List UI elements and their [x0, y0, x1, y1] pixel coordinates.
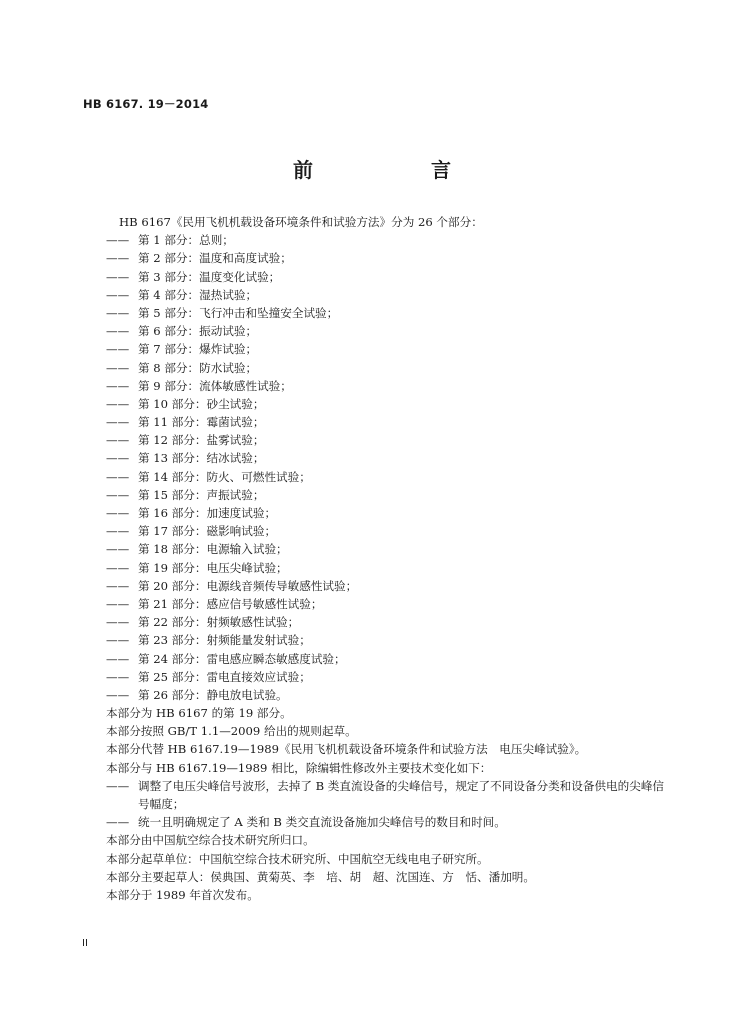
part-item-text: 第 4 部分：湿热试验； — [138, 287, 258, 302]
part-item — [106, 668, 666, 686]
list-dash: —— — [106, 651, 130, 666]
this-part-paragraph: 本部分为 HB 6167 的第 19 部分。 — [106, 706, 292, 721]
part-item-text: 第 3 部分：温度变化试验； — [138, 269, 281, 284]
list-dash: —— — [106, 615, 130, 630]
replaces-paragraph: 本部分代替 HB 6167.19—1989《民用飞机机载设备环境条件和试验方法 电压尖峰试验》。 — [106, 742, 587, 757]
part-item-text: 第 14 部分：防火、可燃性试验； — [138, 469, 311, 484]
list-dash: —— — [106, 451, 130, 466]
part-item — [106, 631, 666, 649]
list-dash: —— — [106, 433, 130, 448]
list-dash: —— — [106, 342, 130, 357]
part-item — [106, 268, 666, 286]
list-dash: —— — [106, 506, 130, 520]
part-item — [106, 395, 666, 413]
list-dash: —— — [106, 560, 130, 575]
list-dash: —— — [106, 542, 130, 557]
part-item — [106, 540, 666, 558]
foreword-body — [106, 213, 666, 904]
change-item-text: 统一且明确规定了 A 类和 B 类交直流设备施加尖峰信号的数目和时间。 — [138, 815, 506, 830]
changes-list — [106, 777, 666, 832]
part-item — [106, 431, 666, 449]
part-item-text: 第 10 部分：砂尘试验； — [138, 396, 265, 411]
drafters-paragraph: 本部分主要起草人：侯典国、黄菊英、李 培、胡 超、沈国连、方 恬、潘加明。 — [106, 869, 535, 884]
list-dash: —— — [106, 633, 130, 648]
list-dash: —— — [106, 233, 130, 248]
part-item-text: 第 12 部分：盐雾试验； — [138, 433, 265, 448]
list-dash: —— — [106, 287, 130, 302]
part-item — [106, 650, 666, 668]
part-item-text: 第 18 部分：电源输入试验； — [138, 542, 288, 557]
list-dash: —— — [106, 669, 130, 684]
part-item — [106, 413, 666, 431]
list-dash: —— — [106, 487, 130, 502]
drafting-rules-paragraph: 本部分按照 GB/T 1.1—2009 给出的规则起草。 — [106, 724, 357, 739]
list-dash: —— — [106, 324, 130, 339]
list-dash: —— — [106, 396, 130, 411]
part-item-text: 第 13 部分：结冰试验； — [138, 451, 265, 466]
part-item — [106, 559, 666, 577]
change-item-text: 调整了电压尖峰信号波形，去掉了 B 类直流设备的尖峰信号，规定了不同设备分类和设备供电的尖峰信号幅度； — [138, 778, 665, 812]
part-item — [106, 686, 666, 704]
part-item-text: 第 15 部分：声振试验； — [138, 487, 265, 502]
list-dash: —— — [106, 596, 130, 611]
parts-list — [106, 231, 666, 704]
part-item-text: 第 24 部分：雷电感应瞬态敏感度试验； — [138, 651, 346, 666]
part-item — [106, 486, 666, 504]
part-item-text: 第 19 部分：电压尖峰试验； — [138, 560, 288, 575]
part-item-text: 第 26 部分：静电放电试验。 — [138, 687, 288, 702]
part-item-text: 第 7 部分：爆炸试验； — [138, 342, 258, 357]
standard-code: HB 6167. 19－2014 — [83, 97, 209, 111]
part-item — [106, 231, 666, 249]
responsible-paragraph: 本部分由中国航空综合技术研究所归口。 — [106, 833, 315, 848]
part-item-text: 第 1 部分：总则； — [138, 233, 234, 248]
part-item — [106, 449, 666, 467]
list-dash: —— — [106, 269, 130, 284]
list-dash: —— — [106, 469, 130, 484]
change-item — [106, 777, 666, 813]
intro-paragraph: HB 6167《民用飞机机载设备环境条件和试验方法》分为 26 个部分： — [119, 215, 483, 229]
list-dash: —— — [106, 524, 130, 539]
list-dash: —— — [106, 360, 130, 375]
part-item-text: 第 9 部分：流体敏感性试验； — [138, 378, 292, 393]
part-item — [106, 322, 666, 340]
list-dash: —— — [106, 305, 130, 320]
first-issue-paragraph: 本部分于 1989 年首次发布。 — [106, 887, 259, 902]
part-item — [106, 522, 666, 540]
list-dash: —— — [106, 778, 130, 793]
part-item — [106, 340, 666, 358]
part-item-text: 第 11 部分：霉菌试验； — [138, 415, 265, 430]
part-item — [106, 504, 666, 522]
part-item-text: 第 8 部分：防水试验； — [138, 360, 258, 375]
part-item — [106, 304, 666, 322]
list-dash: —— — [106, 415, 130, 430]
part-item-text: 第 25 部分：雷电直接效应试验； — [138, 669, 311, 684]
drafting-units-paragraph: 本部分起草单位：中国航空综合技术研究所、中国航空无线电电子研究所。 — [106, 851, 489, 866]
changes-intro-paragraph: 本部分与 HB 6167.19—1989 相比，除编辑性修改外主要技术变化如下： — [106, 760, 492, 775]
part-item-text: 第 16 部分：加速度试验； — [138, 506, 277, 520]
part-item-text: 第 21 部分：感应信号敏感性试验； — [138, 596, 323, 611]
part-item — [106, 359, 666, 377]
list-dash: —— — [106, 378, 130, 393]
part-item — [106, 613, 666, 631]
part-item — [106, 468, 666, 486]
part-item — [106, 377, 666, 395]
part-item-text: 第 22 部分：射频敏感性试验； — [138, 615, 300, 630]
change-item — [106, 813, 666, 831]
part-item — [106, 577, 666, 595]
list-dash: —— — [106, 815, 130, 830]
part-item-text: 第 6 部分：振动试验； — [138, 324, 258, 339]
part-item-text: 第 23 部分：射频能量发射试验； — [138, 633, 311, 648]
part-item-text: 第 5 部分：飞行冲击和坠撞安全试验； — [138, 305, 339, 320]
part-item-text: 第 20 部分：电源线音频传导敏感性试验； — [138, 578, 358, 593]
part-item-text: 第 2 部分：温度和高度试验； — [138, 251, 292, 266]
page-title: 前 言 — [293, 158, 477, 182]
list-dash: —— — [106, 251, 130, 266]
page-number: II — [82, 938, 88, 949]
part-item-text: 第 17 部分：磁影响试验； — [138, 524, 277, 539]
part-item — [106, 286, 666, 304]
part-item — [106, 249, 666, 267]
list-dash: —— — [106, 687, 130, 702]
part-item — [106, 595, 666, 613]
list-dash: —— — [106, 578, 130, 593]
